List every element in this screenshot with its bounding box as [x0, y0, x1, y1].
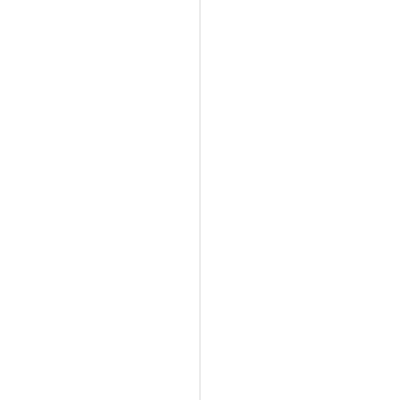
right-page-text [218, 82, 378, 345]
section-spacer [168, 82, 184, 345]
page-gutter [199, 0, 201, 400]
left-page-text [24, 82, 184, 345]
